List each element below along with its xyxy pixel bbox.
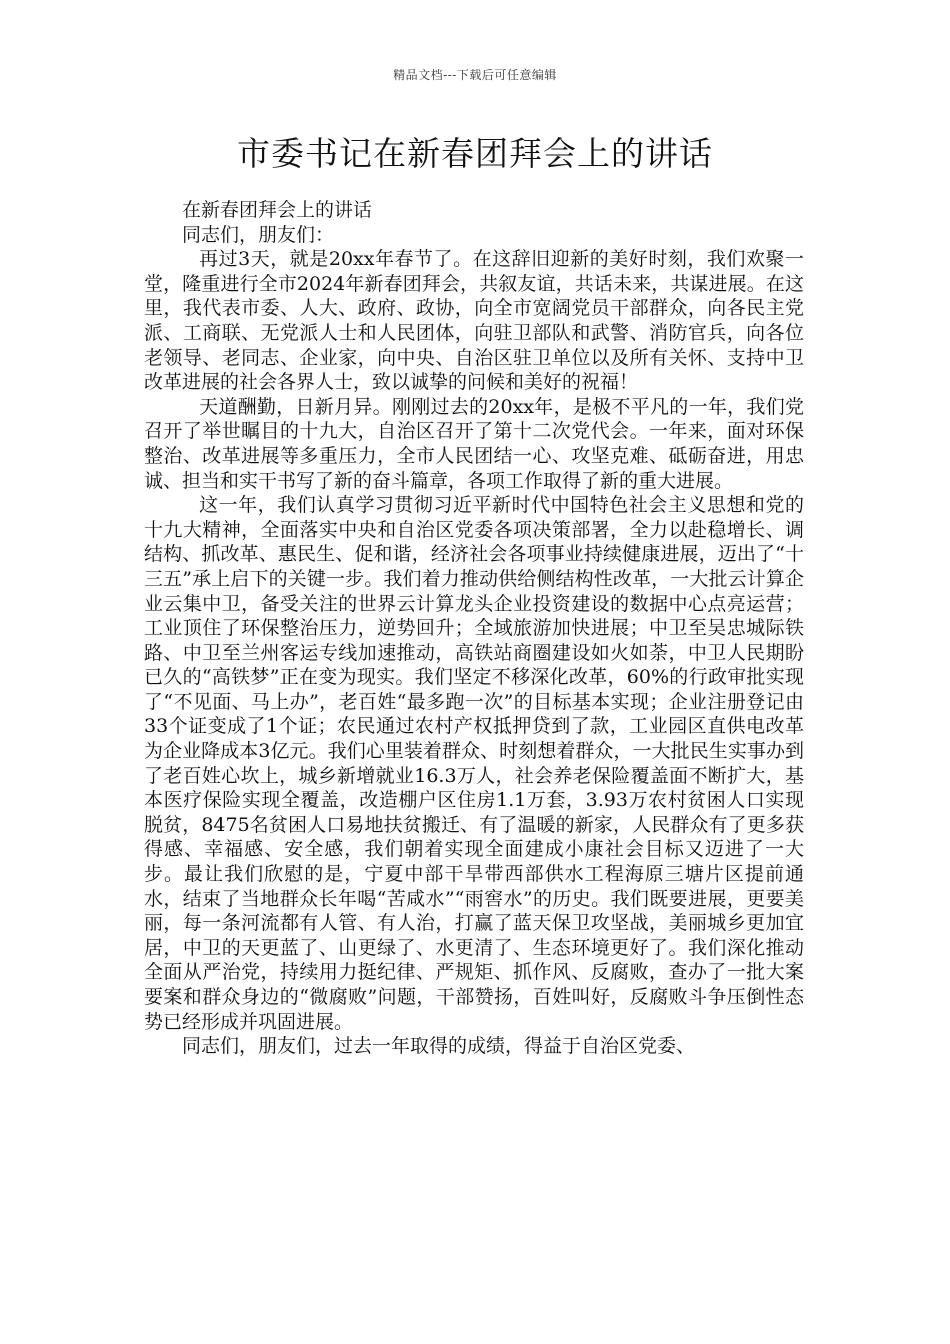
header-note: 精品文档---下载后可任意编辑 xyxy=(393,68,557,82)
paragraph-3: 这一年，我们认真学习贯彻习近平新时代中国特色社会主义思想和党的十九大精神，全面落实中央和自治区党委各项决策部署，全力以赴稳增长、调结构、抓改革、惠民生、促和谐，经济社会各项事业持续健康进展，迈出了“十三五”承上启下的关键一步。我们着力推动供给侧结构性改革，一大批云计算企业云集中卫，备受关注的世界云计算龙头企业投资建设的数据中心点亮运营；工业顶住了环保整治压力，逆势回升；全域旅游加快进展；中卫至吴忠城际铁路、中卫至兰州客运专线加速推动，高铁站商圈建设如火如荼，中卫人民期盼已久的“高铁梦”正在变为现实。我们坚定不移深化改革，60%的行政审批实现了“不见面、马上办”，老百姓“最多跑一次”的目标基本实现；企业注册登记由33个证变成了1个证；农民通过农村产权抵押贷到了款，工业园区直供电改革为企业降成本3亿元。我们心里装着群众、时刻想着群众，一大批民生实事办到了老百姓心坎上，城乡新增就业16.3万人，社会养老保险覆盖面不断扩大，基本医疗保险实现全覆盖，改造棚户区住房1.1万套，3.93万农村贫困人口实现脱贫，8475名贫困人口易地扶贫搬迁、有了温暖的新家，人民群众有了更多获得感、幸福感、安全感，我们朝着实现全面建成小康社会目标又迈进了一大步。最让我们欣慰的是，宁夏中部干旱带西部供水工程海原三塘片区提前通水，结束了当地群众长年喝“苦咸水”“雨窖水”的历史。我们既要进展，更要美丽，每一条河流都有人管、有人治，打赢了蓝天保卫攻坚战，美丽城乡更加宜居，中卫的天更蓝了、山更绿了、水更清了、生态环境更好了。我们深化推动全面从严治党，持续用力挺纪律、严规矩、抓作风、反腐败，查办了一批大案要案和群众身边的“微腐败”问题，干部赞扬，百姓叫好，反腐败斗争压倒性态势已经形成并巩固进展。 xyxy=(144,494,804,1033)
salutation-line: 同志们，朋友们： xyxy=(182,223,335,246)
paragraph-2: 天道酬勤，日新月异。刚刚过去的20xx年，是极不平凡的一年，我们党召开了举世瞩目的十九大，自治区召开了第十二次党代会。一年来，面对环保整治、改革进展等多重压力，全市人民团结一心、攻坚克难、砥砺奋进，用忠诚、担当和实干书写了新的奋斗篇章，各项工作取得了新的重大进展。 xyxy=(144,395,804,492)
paragraph-1: 再过3天，就是20xx年春节了。在这辞旧迎新的美好时刻，我们欢聚一堂，隆重进行全市2024年新春团拜会，共叙友谊，共话未来，共谋进展。在这里，我代表市委、人大、政府、政协，向全市宽阔党员干部群众，向各民主党派、工商联、无党派人士和人民团体，向驻卫部队和武警、消防官兵，向各位老领导、老同志、企业家，向中央、自治区驻卫单位以及所有关怀、支持中卫改革进展的社会各界人士，致以诚挚的问候和美好的祝福！ xyxy=(144,248,804,394)
paragraph-4: 同志们，朋友们，过去一年取得的成绩，得益于自治区党委、 xyxy=(182,1035,696,1058)
document-body xyxy=(144,198,804,1059)
document-title: 市委书记在新春团拜会上的讲话 xyxy=(237,134,713,173)
subtitle-line: 在新春团拜会上的讲话 xyxy=(182,199,373,221)
